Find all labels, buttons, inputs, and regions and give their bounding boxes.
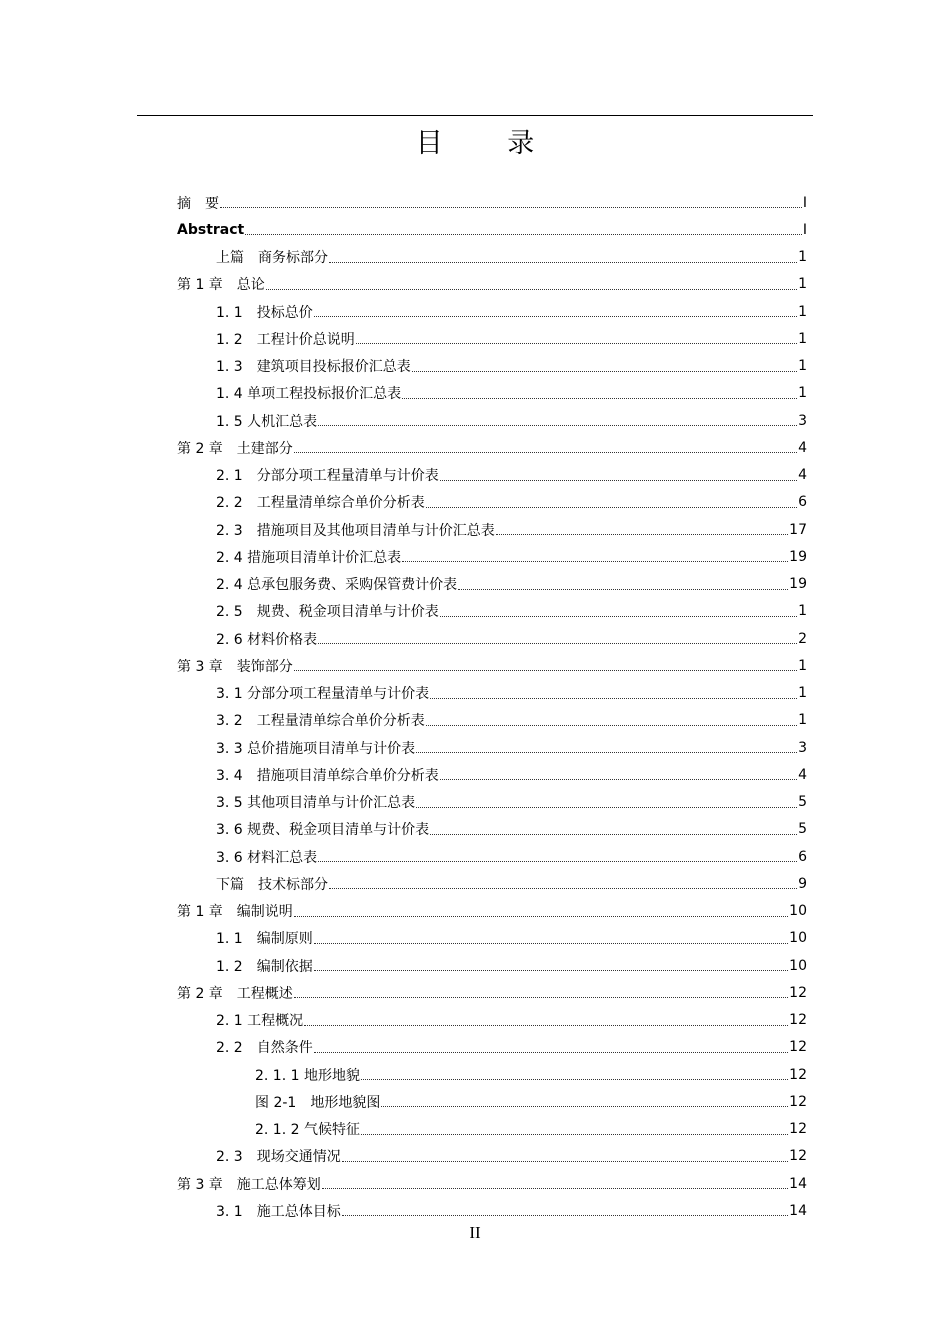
toc-entry-label: 摘 要 [177,195,219,212]
toc-dot-leader [426,507,797,508]
toc-entry[interactable] [177,244,807,271]
toc-entry[interactable] [177,1034,807,1061]
toc-entry[interactable] [177,734,807,761]
toc-dot-leader [412,371,797,372]
toc-entry-page: 1 [798,303,807,320]
toc-dot-leader [361,1134,788,1135]
toc-dot-leader [294,916,788,917]
toc-dot-leader [314,316,797,317]
toc-dot-leader [329,262,797,263]
toc-entry-label: 2. 4 总承包服务费、采购保管费计价表 [216,577,458,594]
toc-entry-label: 第 1 章 总论 [177,277,265,294]
toc-dot-leader [294,997,788,998]
toc-dot-leader [440,779,797,780]
toc-entry-page: 3 [798,739,807,756]
toc-entry-label: 2. 1 分部分项工程量清单与计价表 [216,468,439,485]
toc-entry[interactable] [177,516,807,543]
toc-entry-page: 4 [798,766,807,783]
toc-entry-page: 1 [798,685,807,702]
toc-entry-label: 3. 2 工程量清单综合单价分析表 [216,713,425,730]
toc-entry-label: 1. 2 编制依据 [216,958,313,975]
toc-entry-page: 4 [798,467,807,484]
table-of-contents [177,189,807,1225]
toc-entry-page: 12 [789,1039,807,1056]
toc-entry-label: 2. 1. 1 地形地貌 [255,1067,360,1084]
toc-entry-label: 2. 2 自然条件 [216,1040,313,1057]
toc-entry-label: 图 2-1 地形地貌图 [255,1094,381,1111]
toc-entry-label: 3. 6 规费、税金项目清单与计价表 [216,822,430,839]
toc-entry-page: 14 [789,1175,807,1192]
toc-entry[interactable] [177,625,807,652]
toc-entry[interactable] [177,434,807,461]
toc-entry[interactable] [177,189,807,216]
toc-entry-page: 19 [789,576,807,593]
toc-entry-page: 19 [789,548,807,565]
toc-entry-label: 2. 1. 2 气候特征 [255,1122,360,1139]
toc-entry[interactable] [177,925,807,952]
toc-entry-page: 1 [798,712,807,729]
toc-dot-leader [318,425,797,426]
toc-entry-page: 1 [798,358,807,375]
toc-entry[interactable] [177,652,807,679]
toc-dot-leader [430,698,797,699]
toc-dot-leader [416,752,797,753]
toc-entry-label: 第 3 章 装饰部分 [177,658,293,675]
toc-entry[interactable] [177,407,807,434]
toc-entry[interactable] [177,1007,807,1034]
toc-entry-page: 1 [798,385,807,402]
toc-entry-label: Abstract [177,221,245,238]
toc-entry-label: 3. 1 施工总体目标 [216,1203,341,1220]
toc-entry-label: 1. 4 单项工程投标报价汇总表 [216,386,402,403]
toc-entry[interactable] [177,571,807,598]
toc-entry-label: 1. 2 工程计价总说明 [216,331,355,348]
toc-entry[interactable] [177,761,807,788]
toc-dot-leader [294,452,797,453]
toc-dot-leader [329,888,797,889]
toc-entry-page: 1 [798,603,807,620]
toc-entry-label: 3. 3 总价措施项目清单与计价表 [216,740,416,757]
page-number: II [469,1223,481,1242]
toc-dot-leader [318,643,797,644]
toc-entry[interactable] [177,353,807,380]
toc-entry-label: 3. 4 措施项目清单综合单价分析表 [216,767,439,784]
toc-entry[interactable] [177,979,807,1006]
toc-dot-leader [440,616,797,617]
toc-dot-leader [361,1079,788,1080]
toc-entry-label: 3. 5 其他项目清单与计价汇总表 [216,795,416,812]
toc-dot-leader [342,1215,788,1216]
toc-entry-label: 3. 1 分部分项工程量清单与计价表 [216,686,430,703]
toc-entry[interactable] [177,952,807,979]
toc-entry[interactable] [177,462,807,489]
toc-entry[interactable] [177,380,807,407]
toc-entry-page: 3 [798,412,807,429]
toc-dot-leader [245,234,802,235]
toc-entry[interactable] [177,1143,807,1170]
toc-entry-label: 1. 5 人机汇总表 [216,413,318,430]
toc-entry[interactable] [177,598,807,625]
toc-entry[interactable] [177,1197,807,1224]
toc-entry-page: I [802,221,807,238]
toc-entry[interactable] [177,843,807,870]
toc-entry-page: I [802,194,807,211]
toc-entry-page: 10 [789,903,807,920]
toc-entry[interactable] [177,298,807,325]
toc-entry-page: 12 [789,1148,807,1165]
toc-entry-page: 17 [789,521,807,538]
toc-entry[interactable] [177,898,807,925]
toc-entry[interactable] [177,489,807,516]
toc-entry[interactable] [177,1170,807,1197]
toc-entry-label: 第 3 章 施工总体筹划 [177,1176,321,1193]
toc-dot-leader [266,289,797,290]
toc-entry[interactable] [177,1088,807,1115]
toc-entry-label: 2. 6 材料价格表 [216,631,318,648]
toc-entry-label: 下篇 技术标部分 [216,876,328,893]
toc-entry-page: 10 [789,957,807,974]
toc-entry-page: 12 [789,1093,807,1110]
toc-entry-page: 5 [798,821,807,838]
toc-dot-leader [430,834,797,835]
toc-entry-label: 第 2 章 工程概述 [177,985,293,1002]
toc-entry-label: 2. 5 规费、税金项目清单与计价表 [216,604,439,621]
toc-entry-page: 9 [798,875,807,892]
toc-dot-leader [314,970,788,971]
toc-entry-page: 6 [798,494,807,511]
toc-dot-leader [318,861,797,862]
toc-dot-leader [220,207,802,208]
toc-entry-page: 1 [798,657,807,674]
toc-entry-page: 5 [798,794,807,811]
toc-entry-label: 2. 3 现场交通情况 [216,1149,341,1166]
toc-dot-leader [416,807,797,808]
toc-entry-page: 4 [798,439,807,456]
toc-entry-label: 2. 3 措施项目及其他项目清单与计价汇总表 [216,522,495,539]
toc-entry[interactable] [177,1116,807,1143]
toc-entry[interactable] [177,1061,807,1088]
toc-dot-leader [440,480,797,481]
toc-entry-label: 2. 2 工程量清单综合单价分析表 [216,495,425,512]
toc-entry[interactable] [177,325,807,352]
toc-entry-label: 1. 3 建筑项目投标报价汇总表 [216,359,411,376]
toc-dot-leader [381,1106,788,1107]
toc-entry-page: 1 [798,330,807,347]
toc-entry[interactable] [177,870,807,897]
toc-entry-page: 1 [798,249,807,266]
toc-dot-leader [402,561,788,562]
toc-entry[interactable] [177,680,807,707]
toc-entry-label: 3. 6 材料汇总表 [216,849,318,866]
toc-entry-label: 第 2 章 土建部分 [177,440,293,457]
toc-dot-leader [304,1025,788,1026]
toc-entry-label: 第 1 章 编制说明 [177,904,293,921]
toc-entry[interactable] [177,543,807,570]
toc-entry-page: 10 [789,930,807,947]
toc-dot-leader [314,1052,788,1053]
toc-entry-page: 1 [798,276,807,293]
toc-entry-label: 1. 1 投标总价 [216,304,313,321]
toc-dot-leader [458,589,788,590]
toc-dot-leader [356,343,797,344]
toc-dot-leader [294,670,797,671]
header-rule [137,115,813,116]
toc-entry-label: 2. 1 工程概况 [216,1013,304,1030]
toc-entry[interactable] [177,216,807,243]
toc-entry[interactable] [177,789,807,816]
toc-dot-leader [402,398,797,399]
toc-entry[interactable] [177,707,807,734]
toc-entry-page: 14 [789,1202,807,1219]
toc-entry-page: 6 [798,848,807,865]
toc-entry-page: 12 [789,1012,807,1029]
toc-entry-page: 12 [789,1121,807,1138]
toc-entry-page: 12 [789,1066,807,1083]
toc-entry[interactable] [177,816,807,843]
toc-dot-leader [322,1188,788,1189]
toc-entry-page: 12 [789,984,807,1001]
toc-dot-leader [496,534,788,535]
toc-title: 目 录 [415,128,563,159]
toc-entry-label: 1. 1 编制原则 [216,931,313,948]
toc-dot-leader [342,1161,788,1162]
toc-entry-label: 上篇 商务标部分 [216,250,328,267]
toc-dot-leader [314,943,788,944]
toc-entry-page: 2 [798,630,807,647]
toc-entry[interactable] [177,271,807,298]
toc-entry-label: 2. 4 措施项目清单计价汇总表 [216,549,402,566]
toc-dot-leader [426,725,797,726]
